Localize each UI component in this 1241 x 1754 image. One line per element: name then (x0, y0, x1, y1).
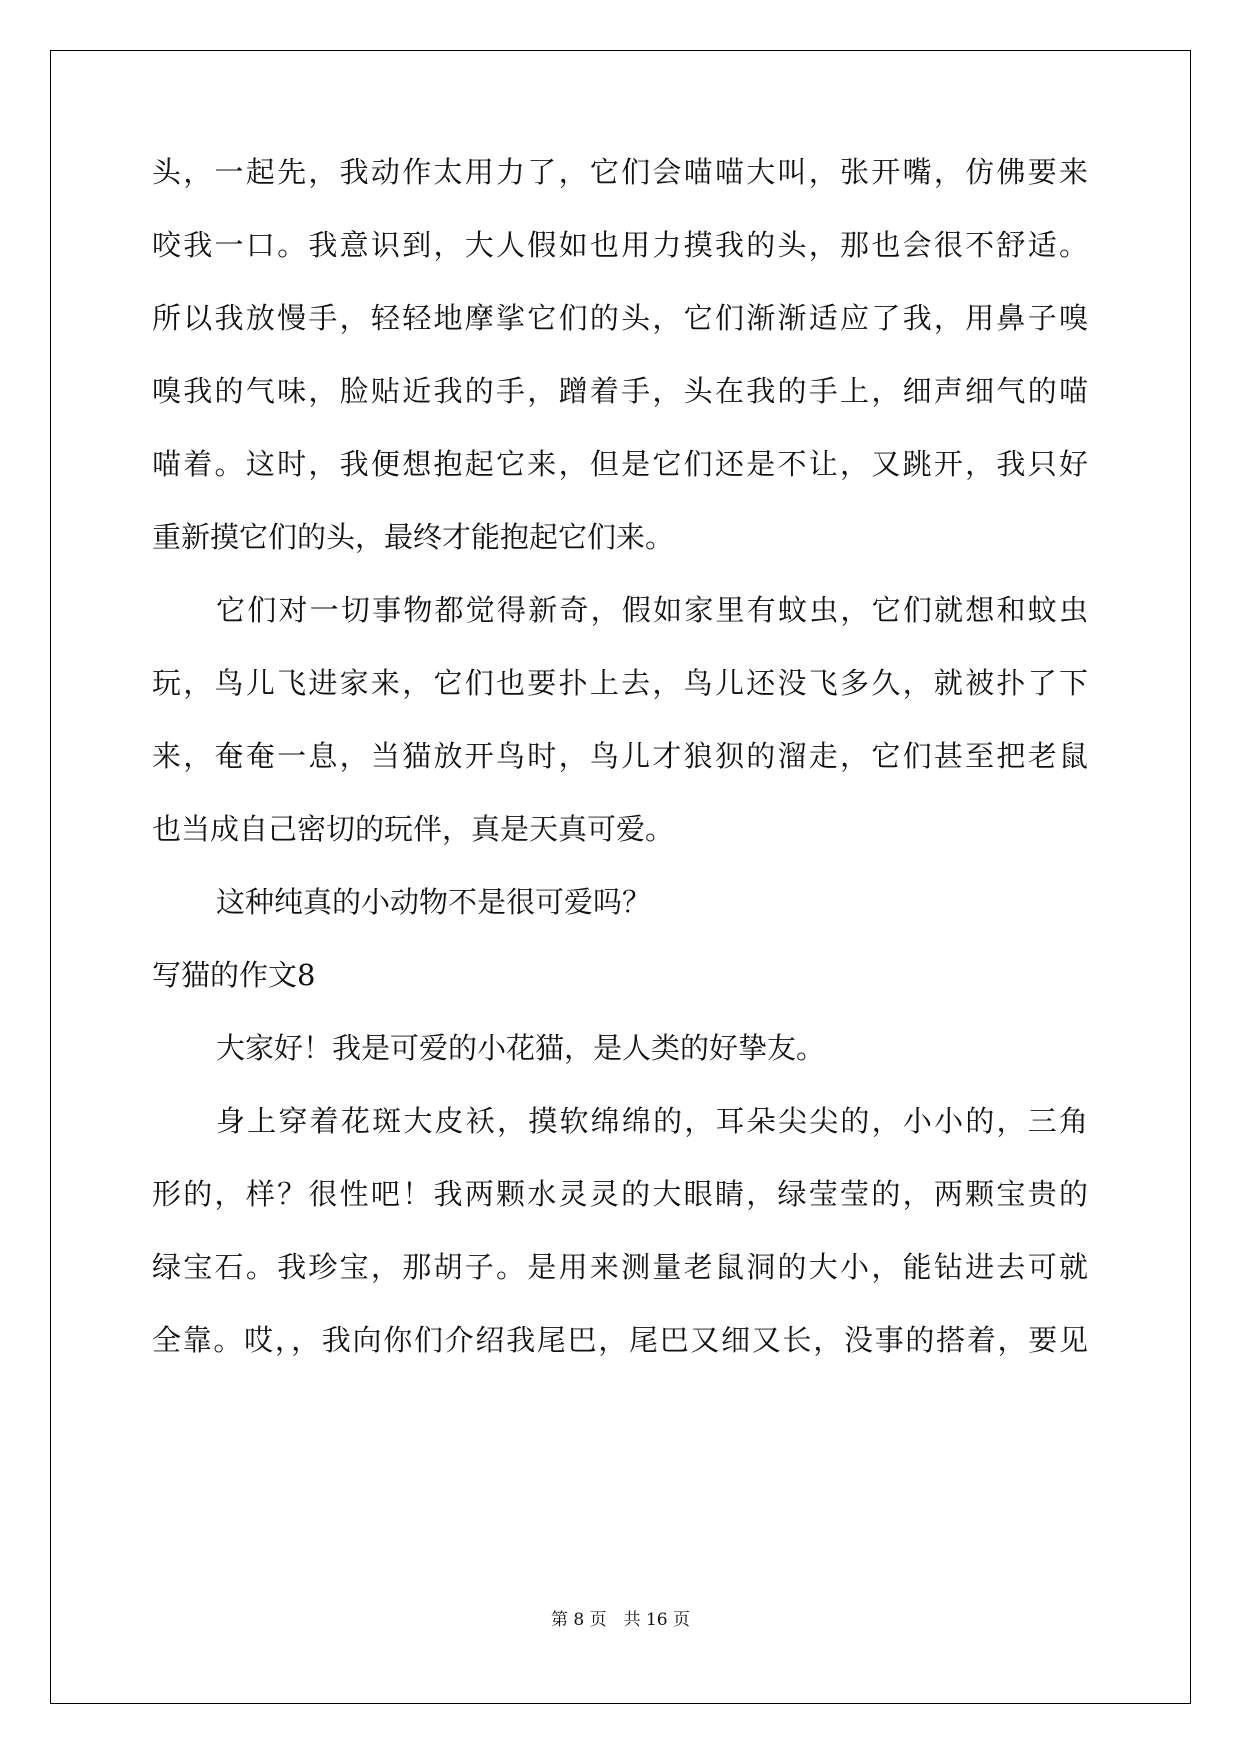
text-line: 也当成自己密切的玩伴，真是天真可爱。 (152, 812, 675, 846)
text-line: 全靠。哎，，我向你们介绍我尾巴，尾巴又细又长，没事的搭着，要见 (152, 1323, 1088, 1357)
section-heading: 写猫的作文8 (152, 958, 316, 992)
text-line: 嗅我的气味，脸贴近我的手，蹭着手，头在我的手上，细声细气的喵 (152, 374, 1088, 408)
text-line: 绿宝石。我珍宝，那胡子。是用来测量老鼠洞的大小，能钻进去可就 (152, 1250, 1088, 1284)
page-number: 第 8 页 共 16 页 (550, 1610, 691, 1630)
paragraph-start: 大家好！我是可爱的小花猫，是人类的好挚友。 (216, 1031, 826, 1065)
text-line: 所以我放慢手，轻轻地摩挲它们的头，它们渐渐适应了我，用鼻子嗅 (152, 301, 1088, 335)
paragraph-start: 它们对一切事物都觉得新奇，假如家里有蚊虫，它们就想和蚊虫 (216, 593, 1088, 627)
paragraph-start: 这种纯真的小动物不是很可爱吗？ (216, 885, 652, 919)
text-line: 玩，鸟儿飞进家来，它们也要扑上去，鸟儿还没飞多久，就被扑了下 (152, 666, 1088, 700)
text-line: 喵着。这时，我便想抱起它来，但是它们还是不让，又跳开，我只好 (152, 447, 1088, 481)
text-line: 重新摸它们的头，最终才能抱起它们来。 (152, 520, 675, 554)
paragraph-start: 身上穿着花斑大皮袄，摸软绵绵的，耳朵尖尖的，小小的，三角 (216, 1104, 1088, 1138)
text-line: 咬我一口。我意识到，大人假如也用力摸我的头，那也会很不舒适。 (152, 228, 1088, 262)
text-line: 来，奄奄一息，当猫放开鸟时，鸟儿才狼狈的溜走，它们甚至把老鼠 (152, 739, 1088, 773)
text-line: 形的，样？很性吧！我两颗水灵灵的大眼睛，绿莹莹的，两颗宝贵的 (152, 1177, 1088, 1211)
text-line: 头，一起先，我动作太用力了，它们会喵喵大叫，张开嘴，仿佛要来 (152, 155, 1088, 189)
